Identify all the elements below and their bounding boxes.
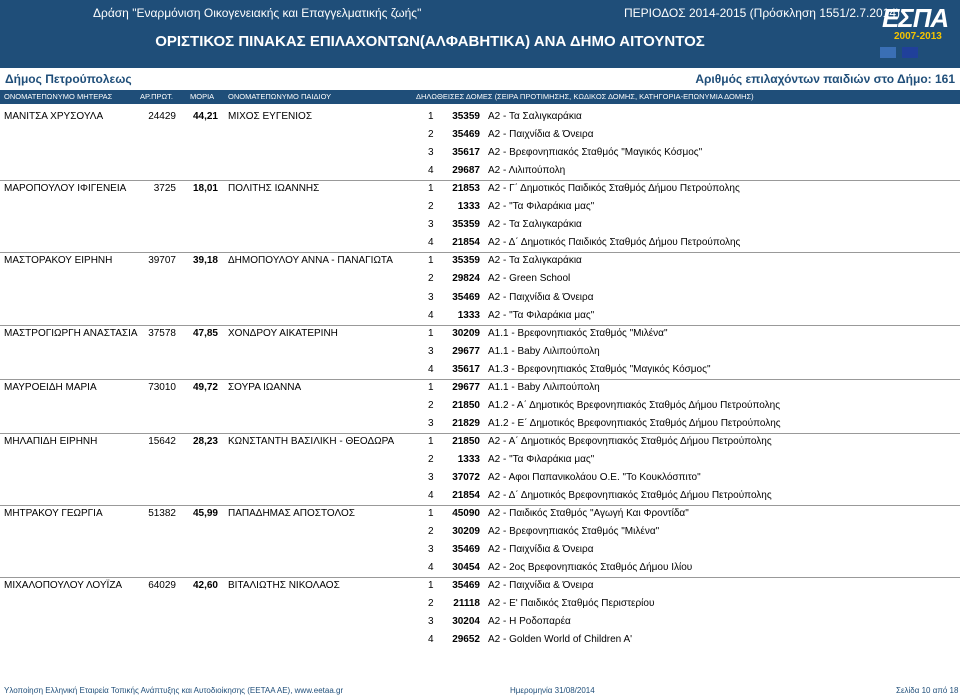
structure-name: Α2 - "Τα Φιλαράκια μας" <box>488 309 595 321</box>
structure-code: 21850 <box>452 399 480 411</box>
preference-order: 4 <box>428 237 434 249</box>
structure-code: 30209 <box>452 526 480 538</box>
structure-code: 35617 <box>452 363 480 375</box>
structure-name: Α2 - Παιχνίδια & Όνειρα <box>488 544 594 556</box>
preference-order: 2 <box>428 399 434 411</box>
preference-order: 4 <box>428 309 434 321</box>
espa-logo: ΕΣΠΑ 2007-2013 <box>872 3 954 65</box>
score-value: 44,21 <box>192 111 218 122</box>
footer-page: Σελίδα 10 από 18 <box>896 686 959 695</box>
structure-name: Α2 - "Τα Φιλαράκια μας" <box>488 453 595 465</box>
structure-name: Α2 - Green School <box>488 273 571 285</box>
structure-name: Α2 - Τα Σαλιγκαράκια <box>488 111 582 122</box>
structure-code: 30209 <box>452 327 480 339</box>
structure-code: 30204 <box>452 616 480 628</box>
protocol-number: 73010 <box>148 381 176 393</box>
structure-code: 29677 <box>452 381 480 393</box>
structure-name: Α2 - Αφοι Παπανικολάου Ο.Ε. "Το Κουκλόσπιτο" <box>488 472 701 483</box>
preference-order: 2 <box>428 598 434 610</box>
structure-name: Α2 - Βρεφονηπιακός Σταθμός "Μιλένα" <box>488 526 660 538</box>
preference-order: 3 <box>428 472 434 483</box>
row-separator <box>0 252 960 253</box>
mother-name: ΜΑΣΤΡΟΓΙΩΡΓΗ ΑΝΑΣΤΑΣΙΑ <box>4 327 138 339</box>
preference-order: 3 <box>428 544 434 556</box>
preference-order: 2 <box>428 129 434 141</box>
protocol-number: 64029 <box>148 580 176 592</box>
structure-code: 21853 <box>452 183 480 195</box>
structure-name: Α2 - Golden World of Children A' <box>488 634 633 646</box>
structure-name: Α1.2 - Ε΄ Δημοτικός Βρεφονηπιακός Σταθμός Δήμου Πετρούπολης <box>488 417 781 429</box>
structure-code: 21850 <box>452 435 480 447</box>
structure-name: Α2 - Τα Σαλιγκαράκια <box>488 219 582 231</box>
protocol-number: 24429 <box>148 111 176 122</box>
structure-code: 35617 <box>452 147 480 159</box>
child-name: ΠΟΛΙΤΗΣ ΙΩΑΝΝΗΣ <box>228 183 320 195</box>
structure-code: 1333 <box>457 201 480 213</box>
structure-code: 1333 <box>457 309 480 321</box>
preference-order: 1 <box>428 381 434 393</box>
mother-name: ΜΑΡΟΠΟΥΛΟΥ ΙΦΙΓΕΝΕΙΑ <box>4 183 127 195</box>
child-name: ΔΗΜΟΠΟΥΛΟΥ ΑΝΝΑ - ΠΑΝΑΓΙΩΤΑ <box>228 255 393 267</box>
preference-order: 1 <box>428 327 434 339</box>
structure-name: Α2 - Παιχνίδια & Όνειρα <box>488 129 594 141</box>
child-name: ΧΟΝΔΡΟΥ ΑΙΚΑΤΕΡΙΝΗ <box>228 327 338 339</box>
preference-order: 4 <box>428 165 434 177</box>
preference-order: 3 <box>428 291 434 303</box>
protocol-number: 3725 <box>153 183 176 195</box>
structure-name: Α2 - Παιδικός Σταθμός "Αγωγή Και Φροντίδα" <box>488 508 689 520</box>
structure-code: 37072 <box>452 472 480 483</box>
col-protocol: ΑΡ.ΠΡΩΤ. <box>140 92 173 101</box>
structure-code: 30454 <box>452 562 480 574</box>
structure-name: Α2 - Γ΄ Δημοτικός Παιδικός Σταθμός Δήμου Πετρούπολης <box>488 183 740 195</box>
preference-order: 4 <box>428 562 434 574</box>
structure-name: Α2 - Η Ροδοπαρέα <box>488 616 571 628</box>
preference-order: 1 <box>428 183 434 195</box>
structure-name: Α1.1 - Βρεφονηπιακός Σταθμός "Μιλένα" <box>488 327 668 339</box>
child-name: ΠΑΠΑΔΗΜΑΣ ΑΠΟΣΤΟΛΟΣ <box>228 508 355 520</box>
preference-order: 3 <box>428 616 434 628</box>
structure-code: 29824 <box>452 273 480 285</box>
structure-name: Α1.1 - Baby Λιλιπούπολη <box>488 381 600 393</box>
row-separator <box>0 379 960 380</box>
protocol-number: 37578 <box>148 327 176 339</box>
preference-order: 2 <box>428 201 434 213</box>
preference-order: 3 <box>428 147 434 159</box>
mother-name: ΜΙΧΑΛΟΠΟΥΛΟΥ ΛΟΥΪΖΑ <box>4 580 123 592</box>
structure-code: 21118 <box>453 598 480 610</box>
preference-order: 2 <box>428 526 434 538</box>
protocol-number: 39707 <box>148 255 176 267</box>
mother-name: ΜΗΛΑΠΙΔΗ ΕΙΡΗΝΗ <box>4 435 98 447</box>
child-name: ΚΩΝΣΤΑΝΤΗ ΒΑΣΙΛΙΚΗ - ΘΕΟΔΩΡΑ <box>228 435 395 447</box>
structure-name: Α1.2 - Α΄ Δημοτικός Βρεφονηπιακός Σταθμός Δήμου Πετρούπολης <box>488 399 781 411</box>
children-count: Αριθμός επιλαχόντων παιδιών στο Δήμο: 161 <box>695 72 955 86</box>
structure-name: Α2 - Βρεφονηπιακός Σταθμός "Μαγικός Κόσμος" <box>488 147 703 159</box>
protocol-number: 15642 <box>148 435 176 447</box>
structure-code: 35359 <box>452 219 480 231</box>
score-value: 49,72 <box>192 381 218 393</box>
score-value: 45,99 <box>192 508 218 520</box>
structure-name: Α2 - "Τα Φιλαράκια μας" <box>488 201 595 213</box>
period-title: ΠΕΡΙΟΔΟΣ 2014-2015 (Πρόσκληση 1551/2.7.2014) <box>624 6 901 20</box>
mother-name: ΜΑΝΙΤΣΑ ΧΡΥΣΟΥΛΑ <box>4 111 104 122</box>
preference-order: 4 <box>428 634 434 646</box>
score-value: 18,01 <box>192 183 218 195</box>
column-header-row <box>0 90 960 104</box>
col-structures: ΔΗΛΩΘΕΙΣΕΣ ΔΟΜΕΣ (ΣΕΙΡΑ ΠΡΟΤΙΜΗΣΗΣ, ΚΩΔΙΚΟΣ ΔΟΜΗΣ, ΚΑΤΗΓΟΡΙΑ-ΕΠΩΝΥΜΙΑ ΔΟΜΗΣ) <box>416 92 754 101</box>
preference-order: 4 <box>428 363 434 375</box>
preference-order: 1 <box>428 255 434 267</box>
child-name: ΜΙΧΟΣ ΕΥΓΕΝΙΟΣ <box>228 111 312 122</box>
score-value: 42,60 <box>192 580 218 592</box>
structure-code: 35469 <box>452 544 480 556</box>
preference-order: 1 <box>428 580 434 592</box>
structure-code: 29687 <box>452 165 480 177</box>
mother-name: ΜΑΣΤΟΡΑΚΟΥ ΕΙΡΗΝΗ <box>4 255 113 267</box>
structure-name: Α2 - 2ος Βρεφονηπιακός Σταθμός Δήμου Ιλίου <box>488 562 693 574</box>
structure-name: Α2 - Λιλιπούπολη <box>488 165 566 177</box>
structure-name: Α2 - Ε' Παιδικός Σταθμός Περιστερίου <box>488 598 655 610</box>
structure-code: 21854 <box>452 237 480 249</box>
score-value: 39,18 <box>192 255 218 267</box>
mother-name: ΜΑΥΡΟΕΙΔΗ ΜΑΡΙΑ <box>4 381 97 393</box>
greek-flag-icon <box>880 47 896 58</box>
preference-order: 1 <box>428 435 434 447</box>
preference-order: 4 <box>428 490 434 502</box>
structure-code: 21854 <box>452 490 480 502</box>
child-name: ΒΙΤΑΛΙΩΤΗΣ ΝΙΚΟΛΑΟΣ <box>228 580 340 592</box>
structure-code: 35359 <box>452 111 480 122</box>
footer-date: Ημερομηνία 31/08/2014 <box>510 686 595 695</box>
preference-order: 2 <box>428 273 434 285</box>
page-title: ΟΡΙΣΤΙΚΟΣ ΠΙΝΑΚΑΣ ΕΠΙΛΑΧΟΝΤΩΝ(ΑΛΦΑΒΗΤΙΚΑ) ΑΝΑ ΔΗΜΟ ΑΙΤΟΥΝΤΟΣ <box>155 33 705 50</box>
structure-code: 29677 <box>452 345 480 357</box>
eu-flag-icon <box>902 47 918 58</box>
col-score: ΜΟΡΙΑ <box>190 92 215 101</box>
score-value: 47,85 <box>192 327 218 339</box>
preference-order: 3 <box>428 219 434 231</box>
structure-code: 35469 <box>452 291 480 303</box>
structure-name: Α1.1 - Baby Λιλιπούπολη <box>488 345 600 357</box>
preference-order: 3 <box>428 417 434 429</box>
col-child: ΟΝΟΜΑΤΕΠΩΝΥΜΟ ΠΑΙΔΙΟΥ <box>228 92 332 101</box>
child-name: ΣΟΥΡΑ ΙΩΑΝΝΑ <box>228 381 302 393</box>
preference-order: 1 <box>428 111 434 122</box>
score-value: 28,23 <box>192 435 218 447</box>
preference-order: 3 <box>428 345 434 357</box>
structure-code: 45090 <box>452 508 480 520</box>
structure-code: 29652 <box>452 634 480 646</box>
row-separator <box>0 180 960 181</box>
col-mother: ΟΝΟΜΑΤΕΠΩΝΥΜΟ ΜΗΤΕΡΑΣ <box>4 92 113 101</box>
row-separator <box>0 505 960 506</box>
structure-name: Α1.3 - Βρεφονηπιακός Σταθμός "Μαγικός Κόσμος" <box>488 363 711 375</box>
structure-code: 35359 <box>452 255 480 267</box>
structure-name: Α2 - Παιχνίδια & Όνειρα <box>488 291 594 303</box>
header-band <box>0 0 960 68</box>
preference-order: 2 <box>428 453 434 465</box>
footer-credit: Υλοποίηση Ελληνική Εταιρεία Τοπικής Ανάπτυξης και Αυτοδιοίκησης (ΕΕΤΑΑ ΑΕ), www.eetaa.gr <box>4 686 344 695</box>
structure-code: 35469 <box>452 129 480 141</box>
structure-name: Α2 - Παιχνίδια & Όνειρα <box>488 580 594 592</box>
protocol-number: 51382 <box>148 508 176 520</box>
municipality-label: Δήμος Πετρούπολεως <box>5 72 132 86</box>
row-separator <box>0 433 960 434</box>
row-separator <box>0 577 960 578</box>
row-separator <box>0 325 960 326</box>
program-title: Δράση "Εναρμόνιση Οικογενειακής και Επαγγελματικής ζωής" <box>93 6 422 20</box>
structure-code: 1333 <box>457 453 480 465</box>
structure-name: Α2 - Δ΄ Δημοτικός Βρεφονηπιακός Σταθμός Δήμου Πετρούπολης <box>488 490 772 502</box>
mother-name: ΜΗΤΡΑΚΟΥ ΓΕΩΡΓΙΑ <box>4 508 103 520</box>
structure-code: 35469 <box>452 580 480 592</box>
structure-name: Α2 - Α΄ Δημοτικός Βρεφονηπιακός Σταθμός Δήμου Πετρούπολης <box>488 435 772 447</box>
structure-code: 21829 <box>452 417 480 429</box>
structure-name: Α2 - Δ΄ Δημοτικός Παιδικός Σταθμός Δήμου Πετρούπολης <box>488 237 741 249</box>
preference-order: 1 <box>428 508 434 520</box>
structure-name: Α2 - Τα Σαλιγκαράκια <box>488 255 582 267</box>
